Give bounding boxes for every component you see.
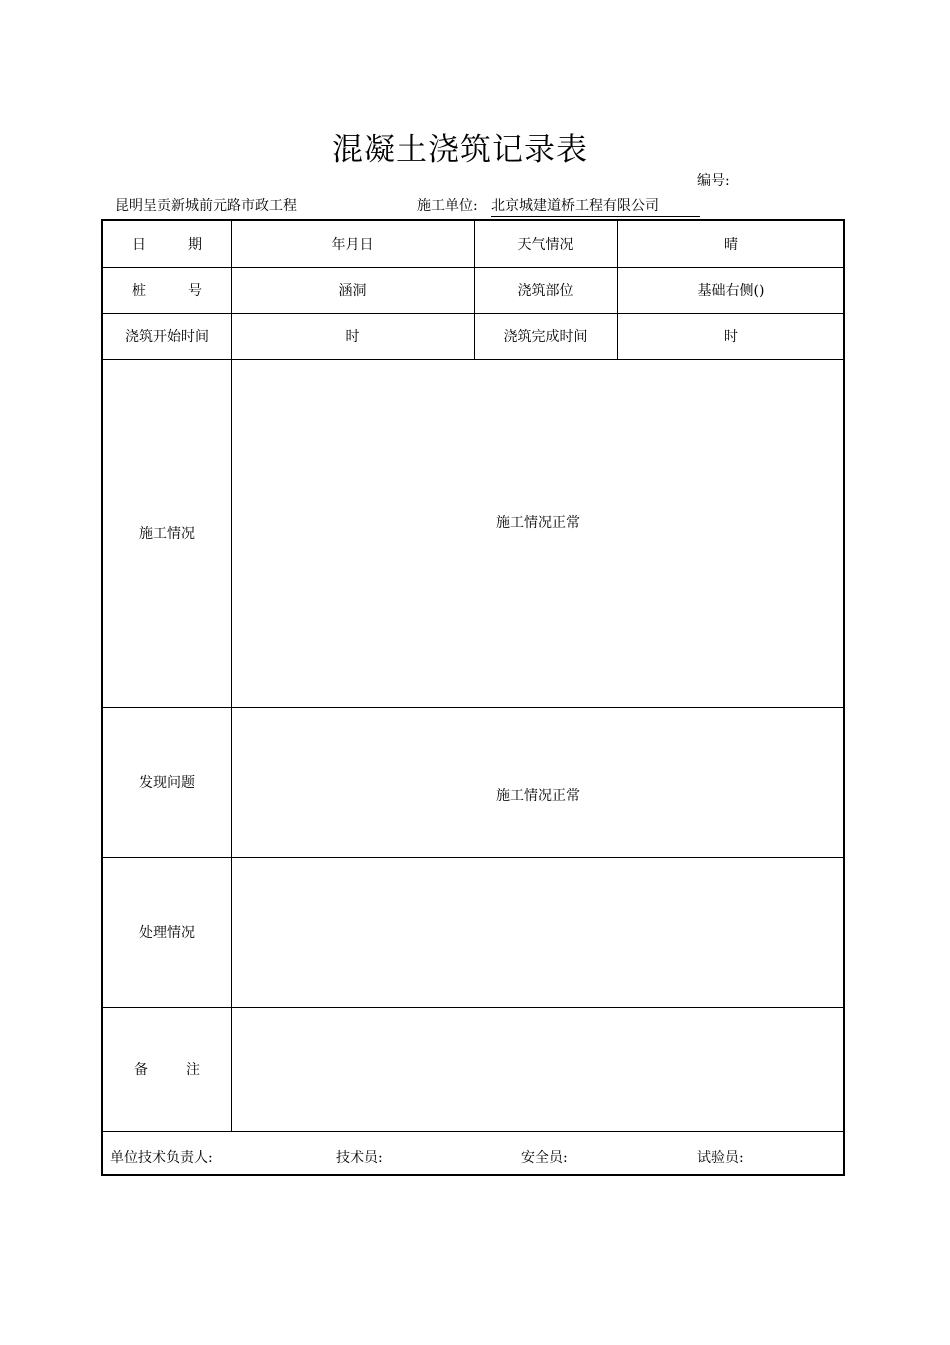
row-divider bbox=[103, 1131, 843, 1132]
construction-situation-label: 施工情况 bbox=[139, 526, 195, 542]
document-number-label: 编号: bbox=[697, 173, 730, 189]
construction-unit-label: 施工单位: bbox=[417, 198, 478, 214]
pile-label-char: 号 bbox=[188, 283, 202, 299]
pour-end-label: 浇筑完成时间 bbox=[503, 329, 588, 345]
pour-start-value: 时 bbox=[345, 329, 360, 345]
technician-signature-label: 技术员: bbox=[336, 1150, 383, 1166]
tester-signature-label: 试验员: bbox=[697, 1150, 744, 1166]
weather-label: 天气情况 bbox=[517, 237, 574, 253]
tech-lead-signature-label: 单位技术负责人: bbox=[110, 1150, 213, 1166]
pile-label bbox=[103, 267, 231, 313]
pile-label-char: 桩 bbox=[132, 283, 146, 299]
date-label-char: 期 bbox=[188, 237, 202, 253]
date-value: 年月日 bbox=[331, 237, 374, 253]
remarks-value[interactable] bbox=[231, 1007, 845, 1131]
construction-situation-value: 施工情况正常 bbox=[496, 514, 580, 531]
weather-value: 晴 bbox=[724, 237, 738, 253]
date-label bbox=[103, 221, 231, 267]
pour-end-value: 时 bbox=[724, 329, 738, 345]
safety-officer-signature-label: 安全员: bbox=[521, 1150, 568, 1166]
problems-found-label: 发现问题 bbox=[139, 775, 195, 791]
form-title: 混凝土浇筑记录表 bbox=[332, 132, 588, 168]
handling-value[interactable] bbox=[231, 857, 845, 1007]
remarks-label bbox=[103, 1007, 231, 1131]
handling-label: 处理情况 bbox=[139, 925, 195, 941]
pour-start-label: 浇筑开始时间 bbox=[125, 329, 209, 345]
project-name: 昆明呈贡新城前元路市政工程 bbox=[115, 198, 297, 214]
remarks-label-char: 注 bbox=[186, 1062, 200, 1078]
pour-part-value: 基础右侧() bbox=[697, 283, 765, 299]
remarks-label-char: 备 bbox=[134, 1062, 148, 1078]
record-table bbox=[101, 219, 845, 1176]
pile-value: 涵洞 bbox=[338, 283, 367, 299]
problems-found-value: 施工情况正常 bbox=[496, 788, 580, 804]
construction-unit-value: 北京城建道桥工程有限公司 bbox=[491, 195, 700, 217]
pour-part-label: 浇筑部位 bbox=[517, 283, 574, 299]
date-label-char: 日 bbox=[132, 237, 146, 253]
